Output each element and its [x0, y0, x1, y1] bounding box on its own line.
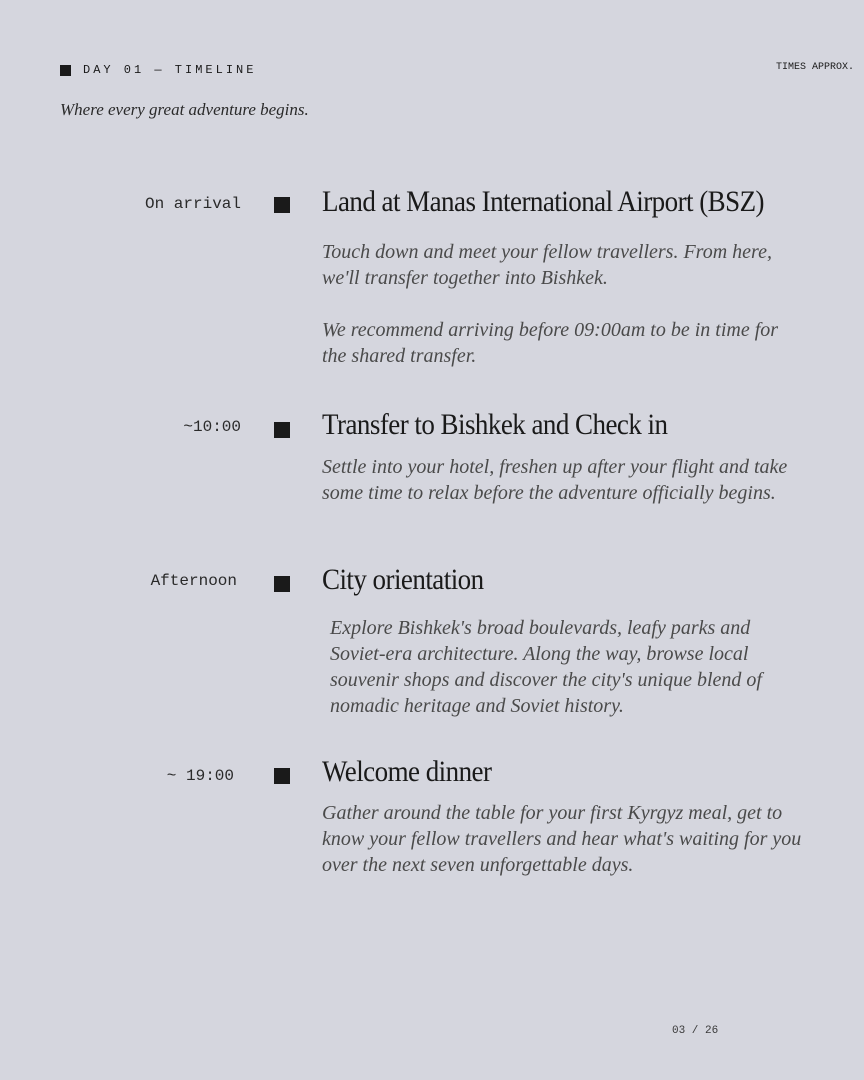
event-description — [322, 454, 802, 506]
event-time: ~ 19:00 — [166, 767, 234, 785]
header-label — [60, 63, 256, 77]
timeline-square-icon — [274, 422, 290, 438]
event-time: Afternoon — [150, 572, 237, 590]
event-title: Welcome dinner — [322, 755, 492, 788]
event-time: ~10:00 — [183, 418, 241, 436]
event-description — [322, 800, 802, 878]
event-paragraph: We recommend arriving before 09:00am to be in time for the shared transfer. — [322, 319, 779, 367]
event-paragraph: Touch down and meet your fellow travellers. From here, we'll transfer together into Bishkek. — [322, 241, 772, 289]
event-title: City orientation — [322, 563, 484, 596]
header-square-icon — [60, 65, 71, 76]
timeline-square-icon — [274, 576, 290, 592]
event-title: Land at Manas International Airport (BSZ) — [322, 185, 764, 218]
section-label: DAY 01 — TIMELINE — [83, 63, 257, 77]
event-description — [330, 615, 810, 719]
event-paragraph: Explore Bishkek's broad boulevards, leafy parks and Soviet-era architecture. Along the way, browse local souvenir shops and discover the city's unique blend of nomadic heritage and Soviet history. — [330, 617, 762, 717]
page-number: 03 / 26 — [672, 1025, 719, 1037]
timeline-square-icon — [274, 768, 290, 784]
event-time: On arrival — [144, 195, 241, 213]
tagline: Where every great adventure begins. — [60, 100, 309, 119]
timeline-square-icon — [274, 197, 290, 213]
times-note: TIMES APPROX. — [775, 62, 854, 73]
event-paragraph: Settle into your hotel, freshen up after your flight and take some time to relax before the adventure officially begins. — [322, 456, 788, 504]
event-description — [322, 239, 802, 369]
event-title: Transfer to Bishkek and Check in — [322, 408, 668, 441]
event-paragraph: Gather around the table for your first Kyrgyz meal, get to know your fellow travellers and hear what's waiting for you over the next seven unforgettable days. — [322, 802, 802, 876]
